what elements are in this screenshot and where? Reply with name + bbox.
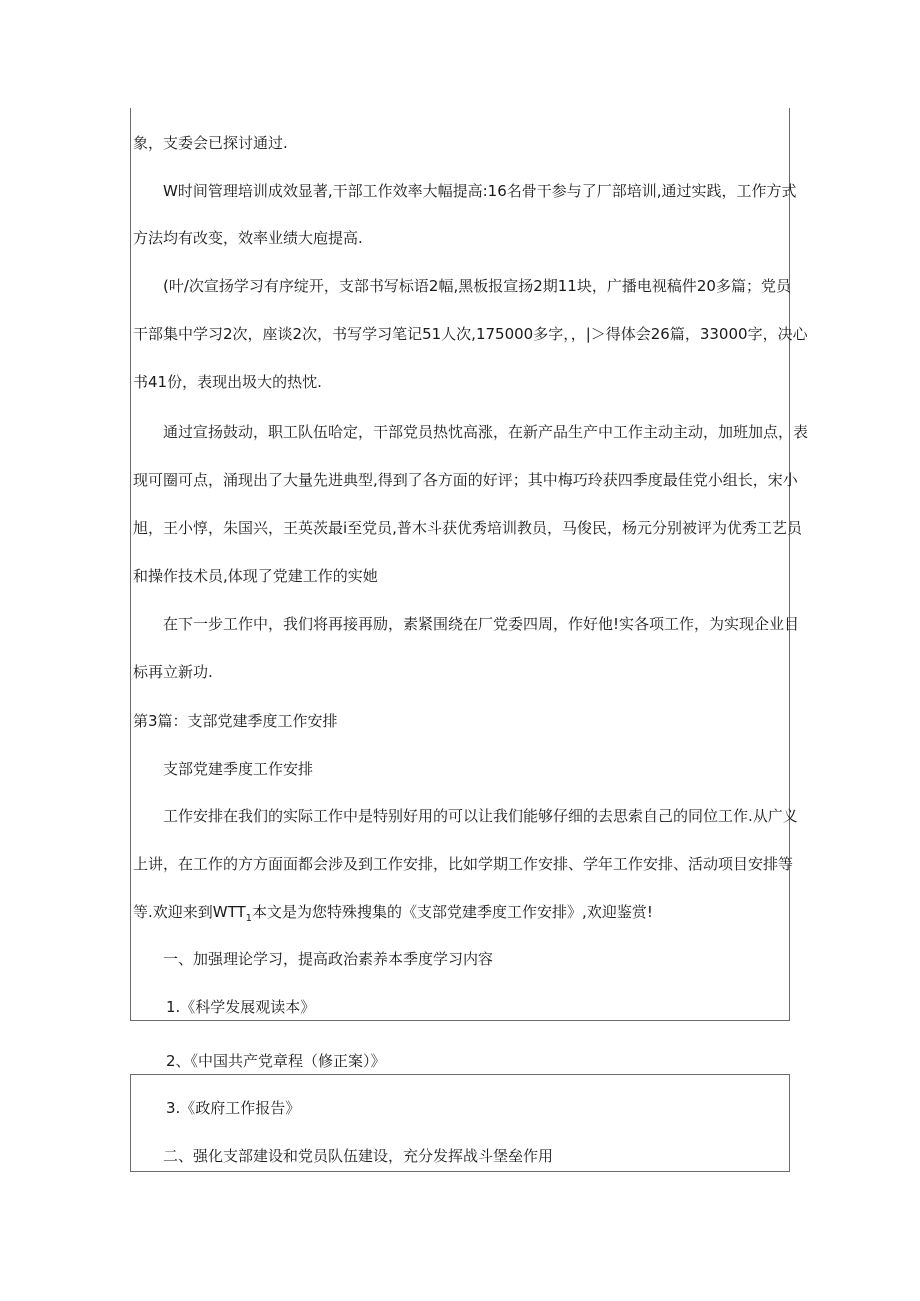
paragraph-line: 象，支委会已探讨通过. [133,134,288,152]
item-two-heading: 二、强化支部建设和党员队伍建设，充分发挥战斗堡垒作用 [163,1147,554,1165]
paragraph-line: 上讲，在工作的方方面面都会涉及到工作安排，比如学期工作安排、学年工作安排、活动项目安排等 [133,855,794,873]
intro-subscript: 1 [245,913,253,924]
intro-last-suffix: 本文是为您特殊搜集的《支部党建季度工作安排》,欢迎鉴赏! [252,903,653,921]
paragraph-line: 干部集中学习2次，座谈2次，书写学习笔记51人次,175000多字，，|＞得体会26篇，33000字，决心 [133,325,808,343]
section-subtitle: 支部党建季度工作安排 [163,760,314,778]
paragraph-line: 工作安排在我们的实际工作中是特别好用的可以让我们能够仔细的去思索自己的同位工作.从广义 [163,807,798,825]
paragraph-line: 在下一步工作中，我们将再接再励，素紧围绕在厂党委四周，作好他!实各项工作，为实现企业目 [163,615,800,633]
paragraph-line: 通过宣扬鼓动，职工队伍哈定，干部党员热忱高涨，在新产品生产中工作主动主动，加班加点，表 [163,423,809,441]
paragraph-line [133,902,793,922]
paragraph-line: 现可圈可点，涌现出了大量先进典型,得到了各方面的好评；其中梅巧玲获四季度最佳党小组长，宋小 [133,471,798,489]
paragraph-line: (叶/次宣扬学习有序绽开，支部书写标语2幅,黑板报宣扬2期11块，广播电视稿件20多篇；党员 [163,277,791,295]
paragraph-line: 方法均有改变，效率业绩大庖提高. [133,229,363,247]
item-one-heading: 一、加强理论学习，提高政治素养本季度学习内容 [163,950,494,968]
intro-last-prefix: 等.欢迎来到WTT [133,903,246,921]
reading-item-1: 1.《科学发展观读本》 [166,998,316,1016]
paragraph-line: 和操作技术员,体现了党建工作的实她 [133,567,378,585]
paragraph-line: 旭，王小惇，朱国兴，王英茨最i至党员,普木斗获优秀培训教员，马俊民，杨元分别被评为优秀工艺员 [133,519,802,537]
paragraph-line: 书41份，表现出圾大的热忱. [133,373,322,391]
paragraph-line: 标再立新功. [133,663,213,681]
section-heading: 第3篇：支部党建季度工作安排 [133,712,338,730]
reading-item-2: 2、《中国共产党章程（修正案）》 [166,1052,386,1070]
reading-item-3: 3.《政府工作报告》 [166,1099,301,1117]
paragraph-line: W时间管理培训成效显著,干部工作效率大幅提高:16名骨干参与了厂部培训,通过实践，工作方式 [163,182,797,200]
